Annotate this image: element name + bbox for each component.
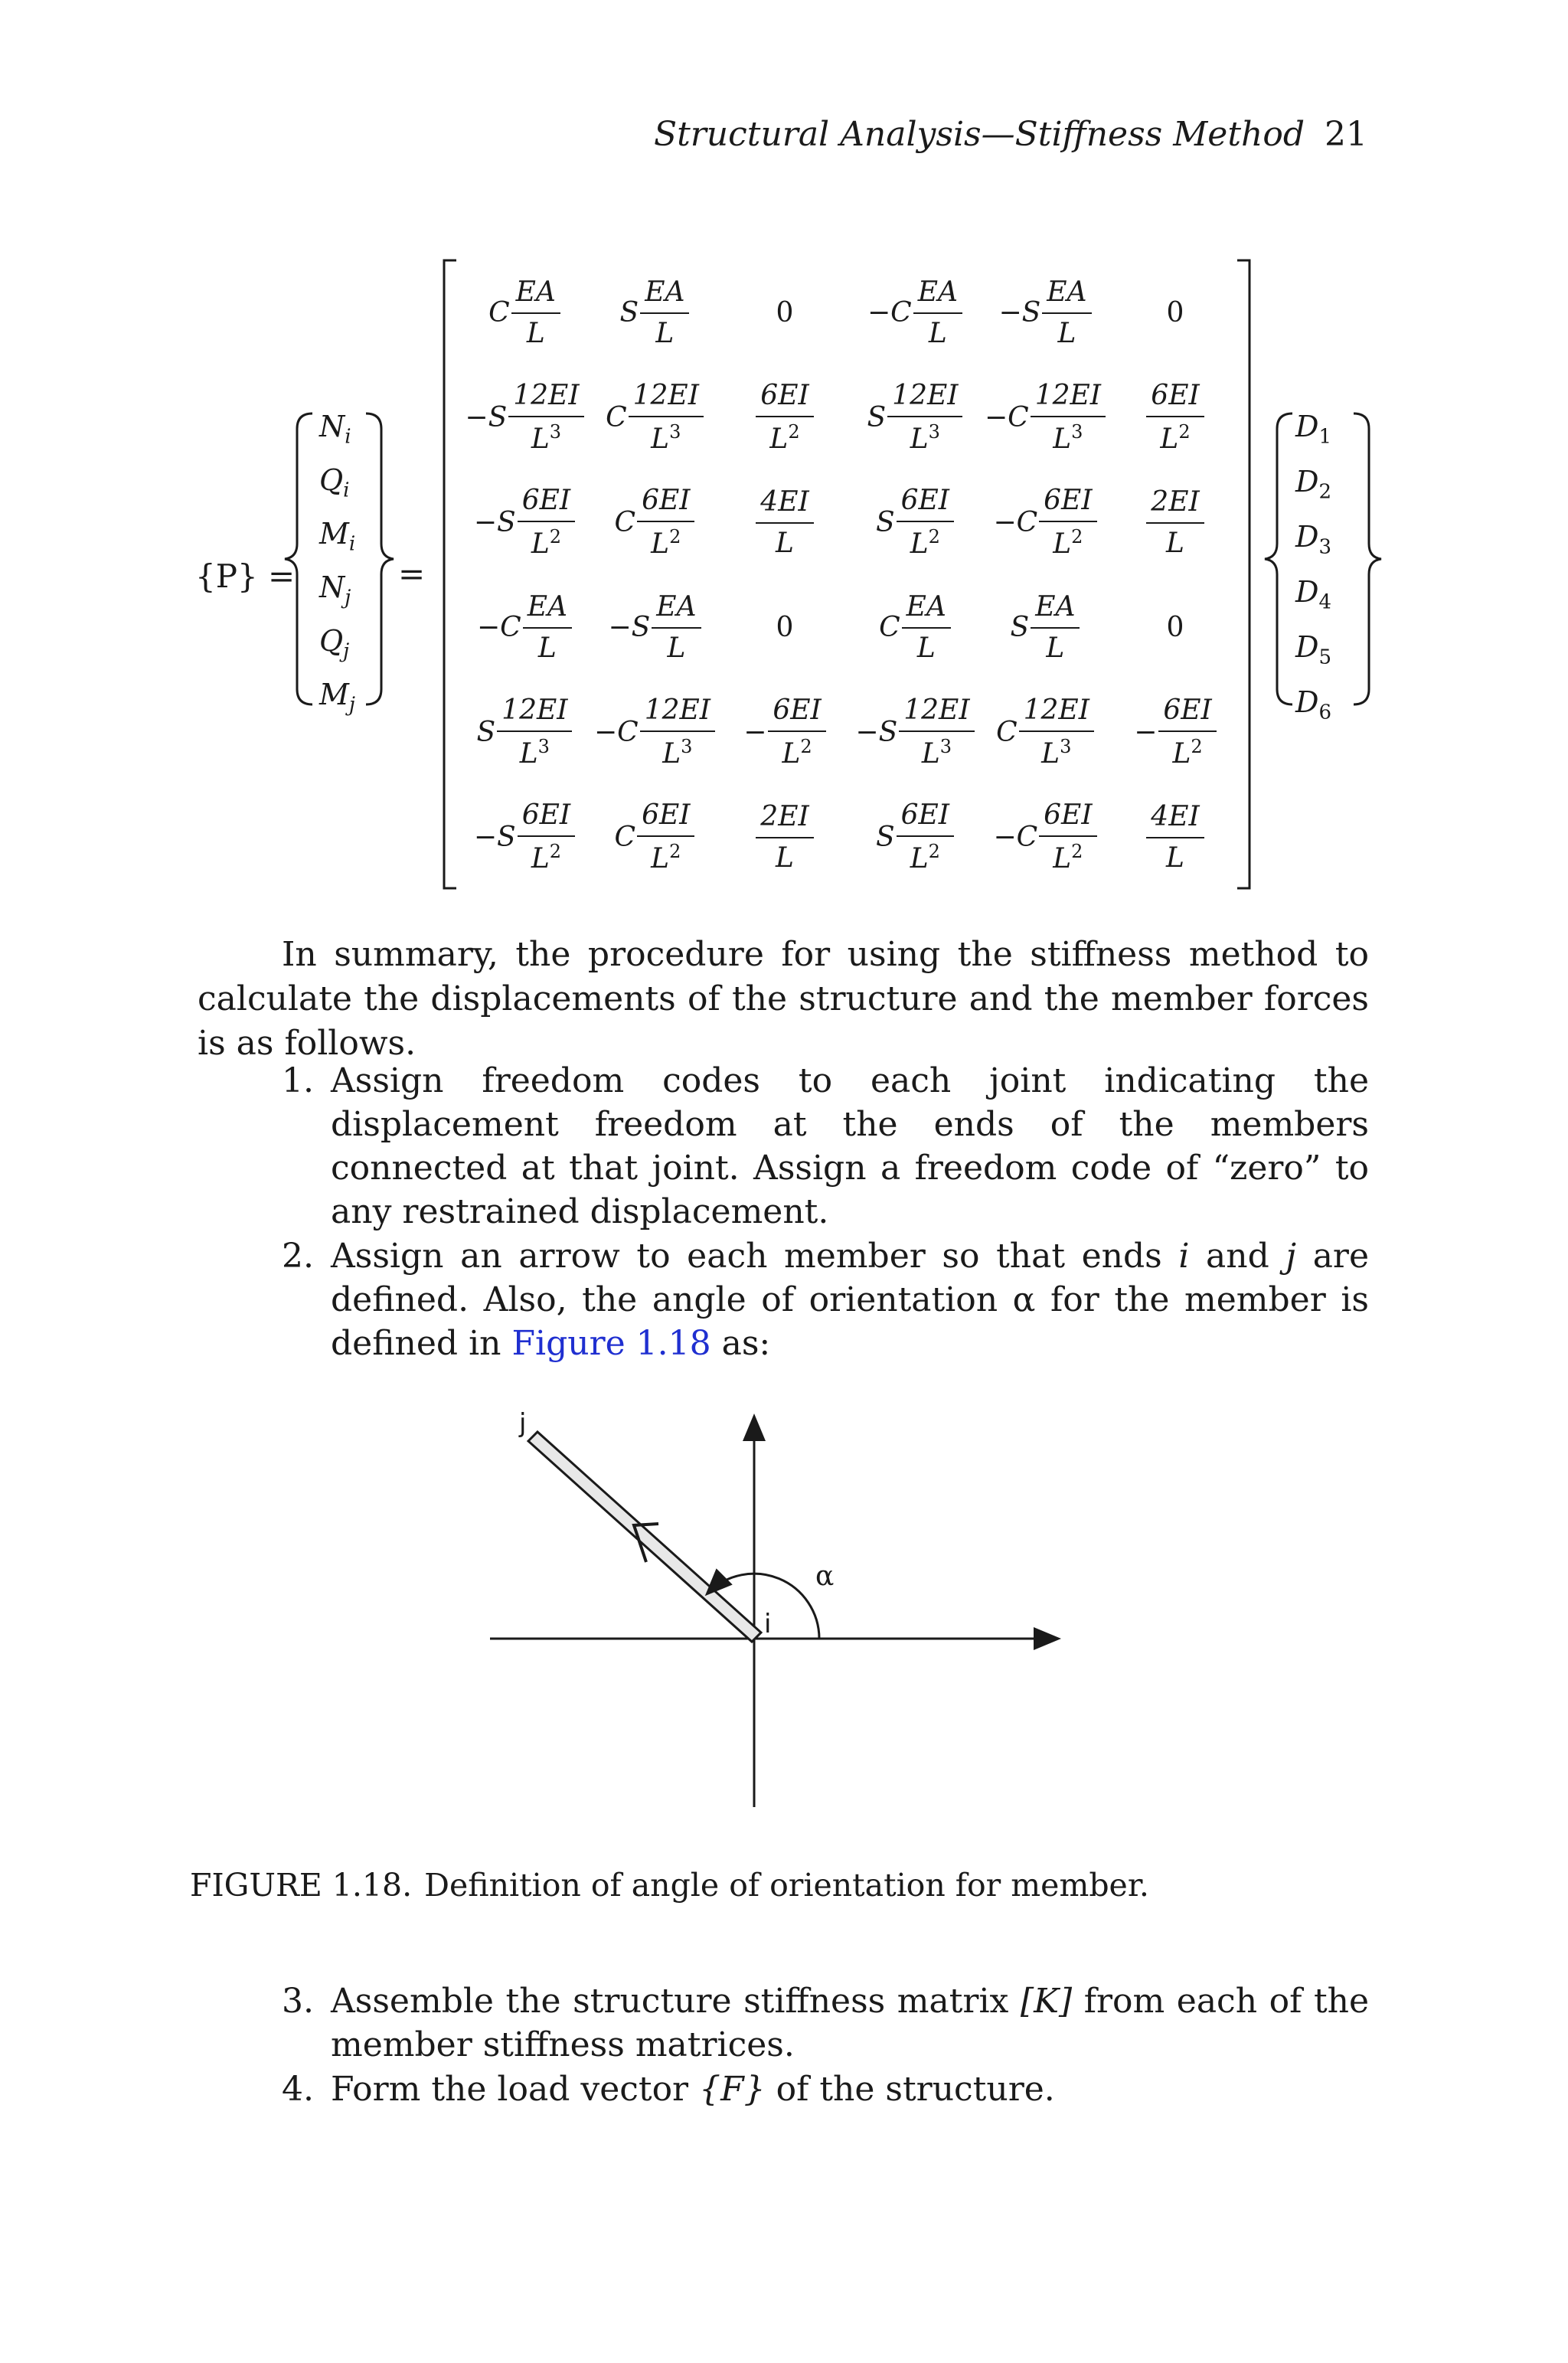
figure-caption [190,1867,1149,1904]
label-i: i [764,1609,772,1639]
list-number: 4. [282,2070,314,2109]
list-text: Assign freedom codes to each joint indicating the displacement freedom at the ends of the members connected at that joint. Assign a freedom code of “zero” to any restrained displacement. [331,1061,1369,1231]
matrix-cell: − $\frac{6EI}{L^2}$ [1110,680,1240,785]
label-j: j [519,1408,527,1439]
matrix-cell: $\frac{6EI}{L^2}$ [720,365,850,470]
summary-paragraph [198,933,1369,1066]
equation-lhs: {P} = [195,557,296,595]
figure-link[interactable]: Figure 1.18 [511,1324,711,1363]
list-text: Assign an arrow to each member so that ends i and j are defined. Also, the angle of orientation α for the member is defined in Figure 1.18 as: [331,1237,1369,1363]
running-header [654,115,1367,154]
matrix-cell: 0 [1166,297,1184,328]
figure-caption-label: FIGURE 1.18. [190,1867,413,1904]
matrix-cell: S $\frac{EA}{L}$ [590,260,720,365]
matrix-cell: C $\frac{EA}{L}$ [459,260,590,365]
matrix-cell: C $\frac{6EI}{L^2}$ [590,470,720,575]
summary-text: In summary, the procedure for using the stiffness method to calculate the displacements of the structure and the member forces is as follows. [198,935,1369,1063]
matrix-cell: −C $\frac{12EI}{L^3}$ [980,365,1110,470]
figure-1-18 [459,1401,1118,1830]
matrix-cell: −S $\frac{6EI}{L^2}$ [459,785,590,890]
matrix-cell: C $\frac{EA}{L}$ [850,575,980,680]
force-vector-entry: $M_j$ [319,678,355,717]
figure-caption-text: Definition of angle of orientation for member. [424,1867,1149,1904]
list-item [282,2067,1369,2111]
matrix-cell: C $\frac{6EI}{L^2}$ [590,785,720,890]
label-alpha: α [815,1561,835,1592]
matrix-cell: S $\frac{12EI}{L^3}$ [850,365,980,470]
list-number: 3. [282,1982,314,2021]
matrix-cell: $\frac{6EI}{L^2}$ [1110,365,1240,470]
orientation-diagram [459,1401,1118,1830]
matrix-cell: $\frac{4EI}{L}$ [720,470,850,575]
matrix-cell: −S $\frac{6EI}{L^2}$ [459,470,590,575]
displacement-vector-entry: $D_6$ [1295,685,1332,724]
list-item [282,1979,1369,2067]
matrix-cell: C $\frac{12EI}{L^3}$ [980,680,1110,785]
displacement-vector-entry: $D_3$ [1295,520,1332,559]
matrix-cell: S $\frac{EA}{L}$ [980,575,1110,680]
list-text: Assemble the structure stiffness matrix [K] from each of the member stiffness matrices. [331,1982,1369,2064]
list-number: 2. [282,1237,314,1276]
list-item [282,1234,1369,1365]
displacement-vector-entry: $D_4$ [1295,575,1332,614]
force-vector-entry: $Q_j$ [319,624,350,663]
matrix-cell: $\frac{2EI}{L}$ [1110,470,1240,575]
stiffness-equation [0,245,1568,904]
matrix-cell: $\frac{2EI}{L}$ [720,785,850,890]
matrix-cell: −C $\frac{EA}{L}$ [459,575,590,680]
matrix-cell: − $\frac{6EI}{L^2}$ [720,680,850,785]
matrix-cell: 0 [776,612,794,643]
force-vector-entry: $N_i$ [319,410,351,449]
matrix-cell: −C $\frac{EA}{L}$ [850,260,980,365]
force-vector-entry: $Q_i$ [319,463,350,502]
page-number: 21 [1325,115,1367,154]
list-text: Form the load vector {F} of the structure. [331,2070,1055,2109]
matrix-cell: 0 [1166,612,1184,643]
displacement-vector-entry: $D_2$ [1295,465,1332,504]
matrix-cell: $\frac{4EI}{L}$ [1110,785,1240,890]
force-vector-entry: $M_i$ [319,517,356,556]
running-header-title: Structural Analysis—Stiffness Method [653,115,1305,154]
matrix-cell: −S $\frac{EA}{L}$ [590,575,720,680]
displacement-vector [1279,410,1370,724]
matrix-cell: S $\frac{6EI}{L^2}$ [850,470,980,575]
matrix-cell: −S $\frac{12EI}{L^3}$ [850,680,980,785]
force-vector [302,410,387,716]
stiffness-matrix [459,260,1240,888]
matrix-cell: −C $\frac{12EI}{L^3}$ [590,680,720,785]
matrix-cell: −C $\frac{6EI}{L^2}$ [980,785,1110,890]
matrix-cell: −S $\frac{EA}{L}$ [980,260,1110,365]
member-bar [528,1432,761,1642]
matrix-cell: S $\frac{6EI}{L^2}$ [850,785,980,890]
matrix-cell: S $\frac{12EI}{L^3}$ [459,680,590,785]
matrix-cell: −C $\frac{6EI}{L^2}$ [980,470,1110,575]
list-item [282,1059,1369,1234]
matrix-cell: 0 [776,297,794,328]
displacement-vector-entry: $D_5$ [1295,630,1332,669]
displacement-vector-entry: $D_1$ [1295,410,1332,449]
matrix-left-bracket [444,260,456,888]
equals-sign: = [398,555,426,593]
matrix-cell: −S $\frac{12EI}{L^3}$ [459,365,590,470]
force-vector-entry: $N_j$ [319,570,351,610]
matrix-cell: C $\frac{12EI}{L^3}$ [590,365,720,470]
list-number: 1. [282,1061,314,1100]
